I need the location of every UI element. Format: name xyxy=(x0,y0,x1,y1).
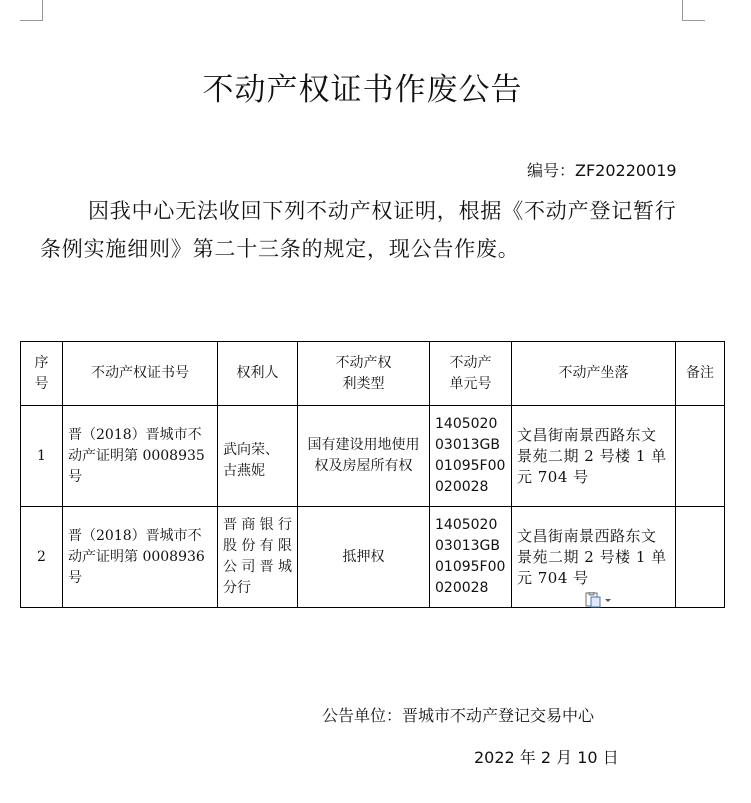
cell-seq: 1 xyxy=(21,406,63,507)
cell-unit-no: 140502003013GB01095F00020028 xyxy=(430,406,512,507)
cell-seq: 2 xyxy=(21,507,63,608)
cell-right-type: 国有建设用地使用权及房屋所有权 xyxy=(298,406,430,507)
document-number: 编号：ZF20220019 xyxy=(527,161,677,180)
crop-mark-left-v xyxy=(42,0,43,20)
cell-location: 文昌街南景西路东文景苑二期 2 号楼 1 单元 704 号 xyxy=(512,406,676,507)
header-right-type: 不动产权利类型 xyxy=(298,342,430,406)
issuing-unit: 公告单位：晋城市不动产登记交易中心 xyxy=(322,706,595,725)
header-seq: 序号 xyxy=(21,342,63,406)
notice-body: 因我中心无法收回下列不动产权证明，根据《不动产登记暂行条例实施细则》第二十三条的规定，现公告作废。 xyxy=(40,199,677,261)
table-row xyxy=(21,507,725,608)
crop-mark-left-h xyxy=(20,20,43,21)
table-row xyxy=(21,406,725,507)
cell-holder: 武向荣、古燕妮 xyxy=(218,406,298,507)
cell-location: 文昌街南景西路东文景苑二期 2 号楼 1 单元 704 号 xyxy=(512,507,676,608)
certificate-table xyxy=(20,341,725,608)
cell-right-type: 抵押权 xyxy=(298,507,430,608)
cell-unit-no: 140502003013GB01095F00020028 xyxy=(430,507,512,608)
header-location: 不动产坐落 xyxy=(512,342,676,406)
header-unit-no: 不动产单元号 xyxy=(430,342,512,406)
paste-options-icon[interactable] xyxy=(585,592,615,608)
crop-mark-right-h xyxy=(682,20,705,21)
issue-date: 2022 年 2 月 10 日 xyxy=(474,748,619,767)
table-header-row xyxy=(21,342,725,406)
crop-mark-right-v xyxy=(682,0,683,20)
header-holder: 权利人 xyxy=(218,342,298,406)
header-remark: 备注 xyxy=(676,342,725,406)
cell-cert-no: 晋（2018）晋城市不动产证明第 0008935 号 xyxy=(63,406,218,507)
document-title: 不动产权证书作废公告 xyxy=(202,72,523,108)
cell-remark xyxy=(676,507,725,608)
cell-remark xyxy=(676,406,725,507)
header-cert-no: 不动产权证书号 xyxy=(63,342,218,406)
cell-holder: 晋商银行股份有限公司晋城分行 xyxy=(218,507,298,608)
cell-cert-no: 晋（2018）晋城市不动产证明第 0008936 号 xyxy=(63,507,218,608)
